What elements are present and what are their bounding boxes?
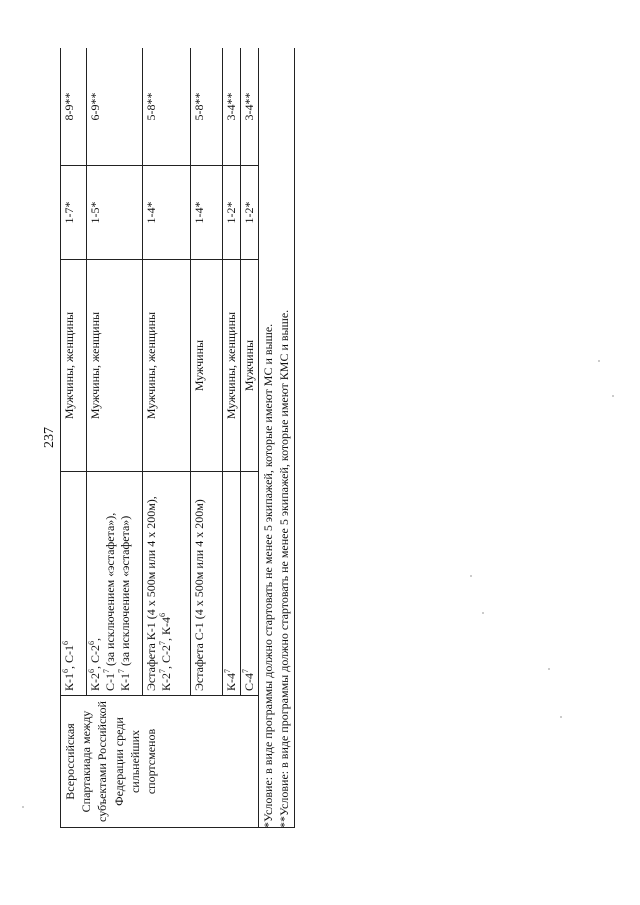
category-cell: Мужчины, женщины bbox=[61, 260, 87, 472]
points-cell: 3-4** bbox=[241, 48, 259, 166]
places-cell: 1-7* bbox=[61, 166, 87, 260]
places-cell: 1-4* bbox=[143, 166, 191, 260]
places-cell: 1-2* bbox=[241, 166, 259, 260]
scan-speck bbox=[470, 575, 472, 577]
page-number: 237 bbox=[42, 427, 57, 448]
footnote-kms: **Условие: в виде программы должно стартовать не менее 5 экипажей, которые имеют КМС и выше. bbox=[277, 309, 292, 828]
places-cell: 1-4* bbox=[191, 166, 223, 260]
points-cell: 5-8** bbox=[143, 48, 191, 166]
table-page-content bbox=[60, 48, 296, 828]
classes-cell: $С-4^7$ bbox=[241, 472, 259, 696]
ranking-table bbox=[60, 48, 259, 828]
footnotes bbox=[260, 48, 292, 828]
points-cell: 3-4** bbox=[223, 48, 241, 166]
scan-speck bbox=[22, 806, 24, 808]
scan-speck bbox=[548, 668, 550, 670]
rotated-page bbox=[60, 48, 296, 828]
category-cell: Мужчины, женщины bbox=[143, 260, 191, 472]
classes-cell: $К-4^7$ bbox=[223, 472, 241, 696]
scan-speck bbox=[598, 360, 600, 362]
scan-speck bbox=[612, 395, 614, 397]
footnote-ms: *Условие: в виде программы должно стартовать не менее 5 экипажей, которые имеют МС и выше. bbox=[261, 323, 275, 828]
category-cell: Мужчины bbox=[241, 260, 259, 472]
category-cell: Мужчины, женщины bbox=[87, 260, 143, 472]
table-row bbox=[61, 48, 87, 828]
classes-cell: $К-1^6$, $С-1^6$ bbox=[61, 472, 87, 696]
category-cell: Мужчины bbox=[191, 260, 223, 472]
points-cell: 5-8** bbox=[191, 48, 223, 166]
scan-speck bbox=[482, 612, 484, 614]
places-cell: 1-5* bbox=[87, 166, 143, 260]
classes-cell: $К-2^6$, $С-2^6$, $С-1^7$ (за исключением «эстафета»), $К-1^7$ (за исключением «эстафета») bbox=[87, 472, 143, 696]
points-cell: 6-9** bbox=[87, 48, 143, 166]
classes-cell: Эстафета С-1 (4 х 500м или 4 х 200м) bbox=[191, 472, 223, 696]
points-cell: 8-9** bbox=[61, 48, 87, 166]
competition-cell: Всероссийская Спартакиада между субъектами Российской Федерации среди сильнейших спортсменов bbox=[61, 696, 259, 828]
places-cell: 1-2* bbox=[223, 166, 241, 260]
scan-speck bbox=[560, 716, 562, 718]
classes-cell: Эстафета К-1 (4 х 500м или 4 х 200м), $К-2^7$, $С-2^7$, $К-4^6$ bbox=[143, 472, 191, 696]
category-cell: Мужчины, женщины bbox=[223, 260, 241, 472]
